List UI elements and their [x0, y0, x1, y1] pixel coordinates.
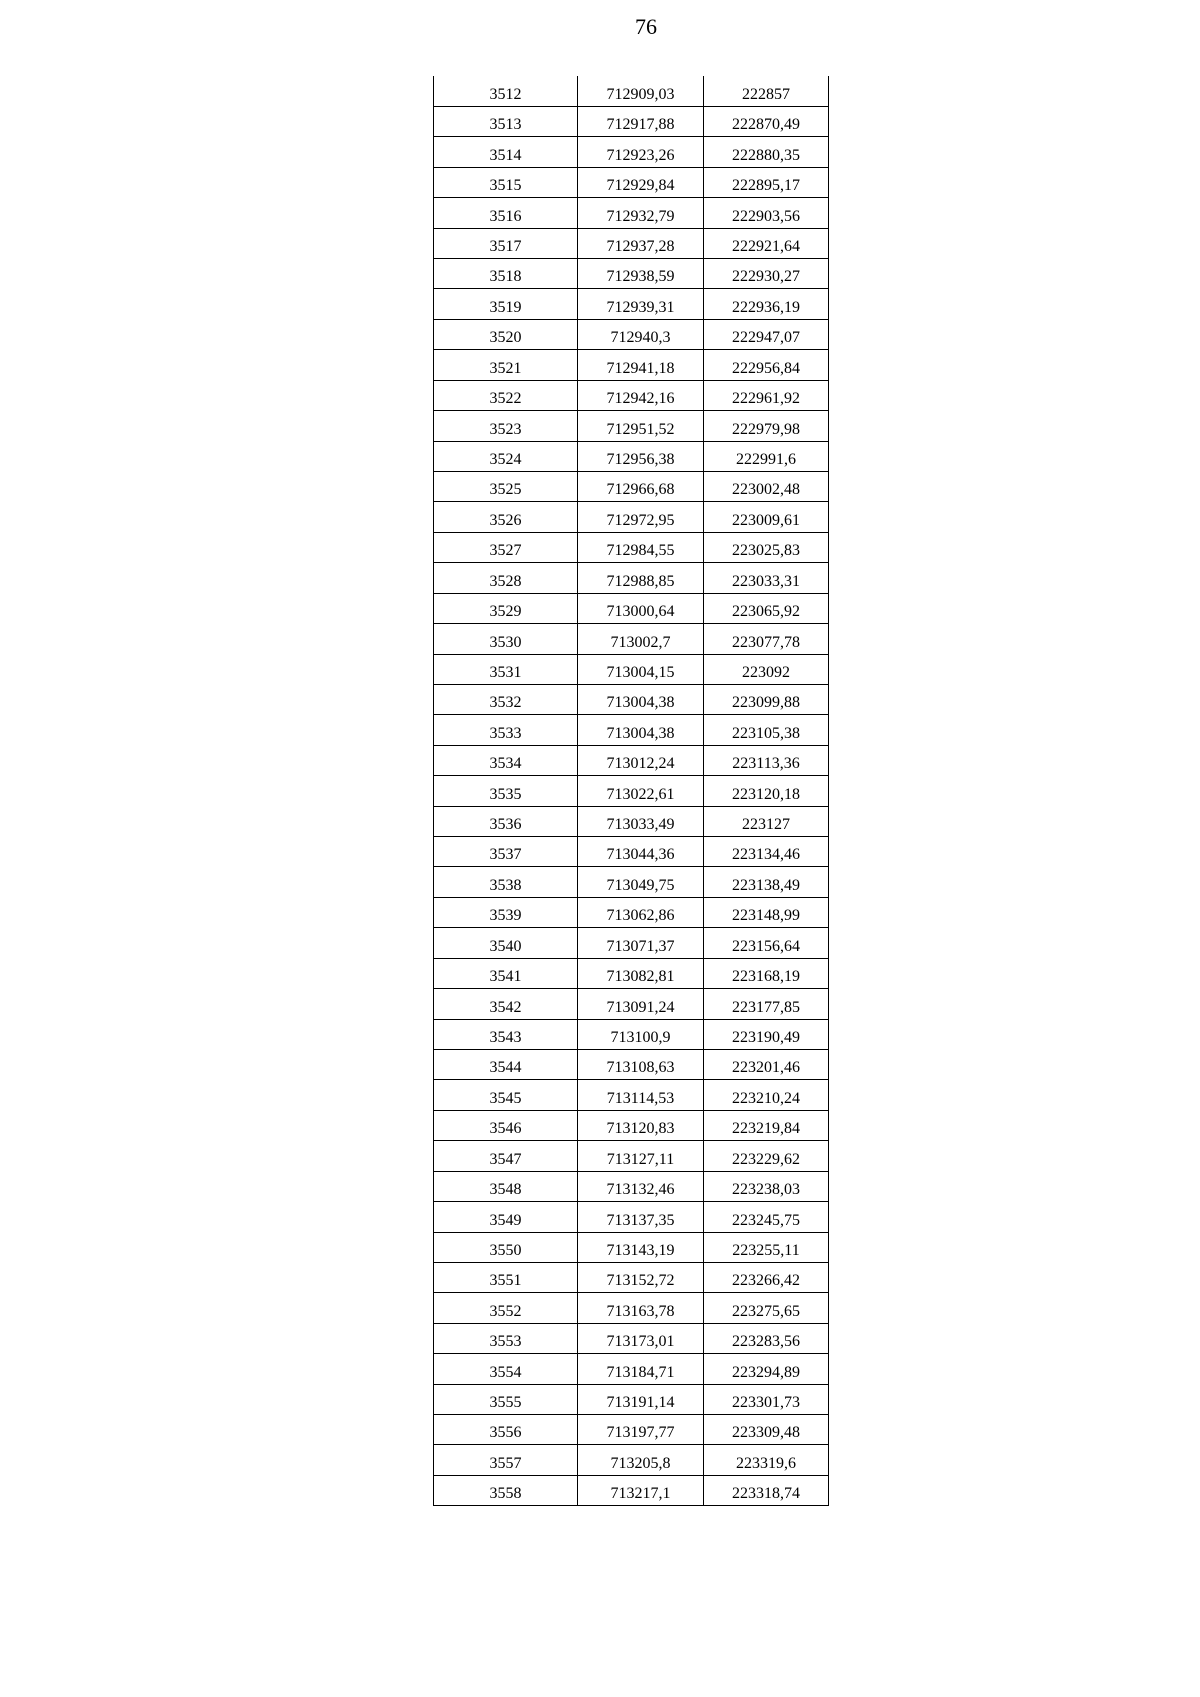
table-row [434, 380, 829, 410]
x-coordinate-cell: 712938,59 [578, 259, 704, 289]
x-coordinate-cell: 713000,64 [578, 593, 704, 623]
table-row [434, 502, 829, 532]
table-row [434, 1232, 829, 1262]
y-coordinate-cell: 223065,92 [704, 593, 829, 623]
point-number-cell: 3527 [434, 532, 578, 562]
y-coordinate-cell: 223105,38 [704, 715, 829, 745]
x-coordinate-cell: 713004,38 [578, 684, 704, 714]
x-coordinate-cell: 712937,28 [578, 228, 704, 258]
table-body [434, 76, 829, 1506]
point-number-cell: 3554 [434, 1354, 578, 1384]
y-coordinate-cell: 223025,83 [704, 532, 829, 562]
x-coordinate-cell: 713033,49 [578, 806, 704, 836]
y-coordinate-cell: 222921,64 [704, 228, 829, 258]
point-number-cell: 3547 [434, 1141, 578, 1171]
point-number-cell: 3517 [434, 228, 578, 258]
table-row [434, 684, 829, 714]
x-coordinate-cell: 713152,72 [578, 1262, 704, 1292]
table-row [434, 167, 829, 197]
y-coordinate-cell: 223294,89 [704, 1354, 829, 1384]
y-coordinate-cell: 223245,75 [704, 1202, 829, 1232]
table-row [434, 137, 829, 167]
y-coordinate-cell: 222936,19 [704, 289, 829, 319]
table-row [434, 806, 829, 836]
table-row [434, 1019, 829, 1049]
y-coordinate-cell: 223033,31 [704, 563, 829, 593]
x-coordinate-cell: 713108,63 [578, 1050, 704, 1080]
point-number-cell: 3540 [434, 928, 578, 958]
point-number-cell: 3533 [434, 715, 578, 745]
x-coordinate-cell: 713143,19 [578, 1232, 704, 1262]
point-number-cell: 3522 [434, 380, 578, 410]
table-row [434, 1323, 829, 1353]
x-coordinate-cell: 713091,24 [578, 989, 704, 1019]
y-coordinate-cell: 223077,78 [704, 624, 829, 654]
table-row [434, 1110, 829, 1140]
table-row [434, 471, 829, 501]
point-number-cell: 3545 [434, 1080, 578, 1110]
point-number-cell: 3537 [434, 837, 578, 867]
table-row [434, 411, 829, 441]
point-number-cell: 3534 [434, 745, 578, 775]
table-row [434, 1080, 829, 1110]
table-row [434, 106, 829, 136]
table-row [434, 319, 829, 349]
y-coordinate-cell: 223238,03 [704, 1171, 829, 1201]
x-coordinate-cell: 712956,38 [578, 441, 704, 471]
y-coordinate-cell: 223134,46 [704, 837, 829, 867]
y-coordinate-cell: 222991,6 [704, 441, 829, 471]
table-row [434, 1202, 829, 1232]
x-coordinate-cell: 713022,61 [578, 776, 704, 806]
table-row [434, 837, 829, 867]
y-coordinate-cell: 222930,27 [704, 259, 829, 289]
point-number-cell: 3536 [434, 806, 578, 836]
table-row [434, 259, 829, 289]
y-coordinate-cell: 223266,42 [704, 1262, 829, 1292]
y-coordinate-cell: 223177,85 [704, 989, 829, 1019]
point-number-cell: 3520 [434, 319, 578, 349]
y-coordinate-cell: 223099,88 [704, 684, 829, 714]
x-coordinate-cell: 712929,84 [578, 167, 704, 197]
table-row [434, 563, 829, 593]
point-number-cell: 3549 [434, 1202, 578, 1232]
point-number-cell: 3555 [434, 1384, 578, 1414]
y-coordinate-cell: 223120,18 [704, 776, 829, 806]
coordinates-table [433, 76, 829, 1506]
y-coordinate-cell: 223219,84 [704, 1110, 829, 1140]
x-coordinate-cell: 712966,68 [578, 471, 704, 501]
point-number-cell: 3524 [434, 441, 578, 471]
table-row [434, 441, 829, 471]
x-coordinate-cell: 713044,36 [578, 837, 704, 867]
y-coordinate-cell: 222947,07 [704, 319, 829, 349]
point-number-cell: 3525 [434, 471, 578, 501]
x-coordinate-cell: 713114,53 [578, 1080, 704, 1110]
table-row [434, 897, 829, 927]
point-number-cell: 3528 [434, 563, 578, 593]
x-coordinate-cell: 713120,83 [578, 1110, 704, 1140]
x-coordinate-cell: 713049,75 [578, 867, 704, 897]
y-coordinate-cell: 223092 [704, 654, 829, 684]
x-coordinate-cell: 713132,46 [578, 1171, 704, 1201]
x-coordinate-cell: 713137,35 [578, 1202, 704, 1232]
y-coordinate-cell: 222956,84 [704, 350, 829, 380]
y-coordinate-cell: 223148,99 [704, 897, 829, 927]
y-coordinate-cell: 223229,62 [704, 1141, 829, 1171]
point-number-cell: 3516 [434, 198, 578, 228]
table-row [434, 1445, 829, 1475]
y-coordinate-cell: 223255,11 [704, 1232, 829, 1262]
point-number-cell: 3521 [434, 350, 578, 380]
point-number-cell: 3551 [434, 1262, 578, 1292]
table-row [434, 928, 829, 958]
y-coordinate-cell: 223210,24 [704, 1080, 829, 1110]
x-coordinate-cell: 712940,3 [578, 319, 704, 349]
table-row [434, 1354, 829, 1384]
table-row [434, 198, 829, 228]
x-coordinate-cell: 713163,78 [578, 1293, 704, 1323]
y-coordinate-cell: 222903,56 [704, 198, 829, 228]
point-number-cell: 3552 [434, 1293, 578, 1323]
y-coordinate-cell: 223201,46 [704, 1050, 829, 1080]
x-coordinate-cell: 713012,24 [578, 745, 704, 775]
y-coordinate-cell: 223113,36 [704, 745, 829, 775]
x-coordinate-cell: 712932,79 [578, 198, 704, 228]
page-number: 76 [635, 14, 657, 39]
y-coordinate-cell: 223275,65 [704, 1293, 829, 1323]
y-coordinate-cell: 223318,74 [704, 1475, 829, 1505]
x-coordinate-cell: 712972,95 [578, 502, 704, 532]
x-coordinate-cell: 713127,11 [578, 1141, 704, 1171]
table-row [434, 1050, 829, 1080]
y-coordinate-cell: 223138,49 [704, 867, 829, 897]
table-row [434, 1262, 829, 1292]
x-coordinate-cell: 713205,8 [578, 1445, 704, 1475]
table-row [434, 1293, 829, 1323]
point-number-cell: 3538 [434, 867, 578, 897]
point-number-cell: 3514 [434, 137, 578, 167]
x-coordinate-cell: 713191,14 [578, 1384, 704, 1414]
y-coordinate-cell: 223283,56 [704, 1323, 829, 1353]
x-coordinate-cell: 713004,38 [578, 715, 704, 745]
x-coordinate-cell: 713004,15 [578, 654, 704, 684]
point-number-cell: 3523 [434, 411, 578, 441]
table-row [434, 1415, 829, 1445]
point-number-cell: 3539 [434, 897, 578, 927]
table-row [434, 593, 829, 623]
table-row [434, 958, 829, 988]
x-coordinate-cell: 713197,77 [578, 1415, 704, 1445]
x-coordinate-cell: 712988,85 [578, 563, 704, 593]
x-coordinate-cell: 712909,03 [578, 76, 704, 106]
table-row [434, 624, 829, 654]
y-coordinate-cell: 222880,35 [704, 137, 829, 167]
x-coordinate-cell: 712984,55 [578, 532, 704, 562]
table-row [434, 1171, 829, 1201]
point-number-cell: 3546 [434, 1110, 578, 1140]
y-coordinate-cell: 223301,73 [704, 1384, 829, 1414]
point-number-cell: 3529 [434, 593, 578, 623]
table-row [434, 654, 829, 684]
table-row [434, 715, 829, 745]
x-coordinate-cell: 713062,86 [578, 897, 704, 927]
table-row [434, 1384, 829, 1414]
x-coordinate-cell: 712941,18 [578, 350, 704, 380]
point-number-cell: 3542 [434, 989, 578, 1019]
x-coordinate-cell: 713002,7 [578, 624, 704, 654]
point-number-cell: 3548 [434, 1171, 578, 1201]
point-number-cell: 3541 [434, 958, 578, 988]
point-number-cell: 3535 [434, 776, 578, 806]
point-number-cell: 3557 [434, 1445, 578, 1475]
x-coordinate-cell: 713184,71 [578, 1354, 704, 1384]
point-number-cell: 3531 [434, 654, 578, 684]
table-row [434, 989, 829, 1019]
point-number-cell: 3513 [434, 106, 578, 136]
point-number-cell: 3556 [434, 1415, 578, 1445]
table-row [434, 776, 829, 806]
x-coordinate-cell: 712923,26 [578, 137, 704, 167]
point-number-cell: 3543 [434, 1019, 578, 1049]
table-row [434, 76, 829, 106]
x-coordinate-cell: 712942,16 [578, 380, 704, 410]
table-row [434, 1475, 829, 1505]
x-coordinate-cell: 713217,1 [578, 1475, 704, 1505]
y-coordinate-cell: 222870,49 [704, 106, 829, 136]
y-coordinate-cell: 222857 [704, 76, 829, 106]
point-number-cell: 3553 [434, 1323, 578, 1353]
point-number-cell: 3544 [434, 1050, 578, 1080]
point-number-cell: 3519 [434, 289, 578, 319]
table-row [434, 228, 829, 258]
x-coordinate-cell: 713173,01 [578, 1323, 704, 1353]
point-number-cell: 3518 [434, 259, 578, 289]
y-coordinate-cell: 223190,49 [704, 1019, 829, 1049]
table-row [434, 1141, 829, 1171]
y-coordinate-cell: 222961,92 [704, 380, 829, 410]
table-row [434, 532, 829, 562]
y-coordinate-cell: 223168,19 [704, 958, 829, 988]
y-coordinate-cell: 222979,98 [704, 411, 829, 441]
x-coordinate-cell: 712917,88 [578, 106, 704, 136]
x-coordinate-cell: 713082,81 [578, 958, 704, 988]
y-coordinate-cell: 223319,6 [704, 1445, 829, 1475]
table-row [434, 350, 829, 380]
point-number-cell: 3530 [434, 624, 578, 654]
y-coordinate-cell: 223127 [704, 806, 829, 836]
point-number-cell: 3526 [434, 502, 578, 532]
x-coordinate-cell: 713100,9 [578, 1019, 704, 1049]
point-number-cell: 3550 [434, 1232, 578, 1262]
point-number-cell: 3512 [434, 76, 578, 106]
table-row [434, 745, 829, 775]
y-coordinate-cell: 223156,64 [704, 928, 829, 958]
table-row [434, 289, 829, 319]
point-number-cell: 3515 [434, 167, 578, 197]
point-number-cell: 3558 [434, 1475, 578, 1505]
x-coordinate-cell: 712951,52 [578, 411, 704, 441]
point-number-cell: 3532 [434, 684, 578, 714]
y-coordinate-cell: 223309,48 [704, 1415, 829, 1445]
y-coordinate-cell: 223002,48 [704, 471, 829, 501]
y-coordinate-cell: 223009,61 [704, 502, 829, 532]
table-row [434, 867, 829, 897]
x-coordinate-cell: 712939,31 [578, 289, 704, 319]
x-coordinate-cell: 713071,37 [578, 928, 704, 958]
y-coordinate-cell: 222895,17 [704, 167, 829, 197]
